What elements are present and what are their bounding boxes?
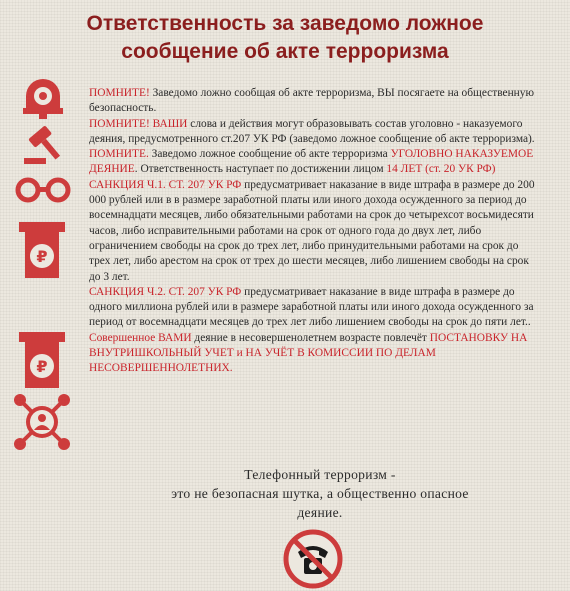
p2-emphasis: ПОМНИТЕ! ВАШИ: [89, 117, 188, 130]
p3-text-1: Заведомо ложное сообщение об акте терроризма: [148, 148, 391, 161]
paragraph-3: [89, 147, 539, 178]
paragraph-5: [89, 285, 539, 331]
ruble-atm-icon: [17, 330, 67, 390]
p5-text: предусматривает наказание в виде штрафа в размере до одного миллиона рублей или в размере заработной платы или иного дохода осужденного за период от восемнадцати месяцев до трех лет либо лишением свободы на срок до пяти лет..: [89, 285, 534, 329]
p3-emphasis-1: ПОМНИТЕ.: [89, 148, 149, 161]
paragraph-6: [89, 331, 539, 377]
p1-emphasis: ПОМНИТЕ!: [89, 87, 150, 99]
paragraph-4: [89, 178, 539, 285]
p2-text: слова и действия могут образовывать состав уголовно - наказуемого деяния, предусмотренного ст.207 УК РФ (заведомо ложное сообщение об акте терроризма).: [89, 117, 535, 145]
ruble-atm-icon: [17, 220, 67, 280]
p5-emphasis: САНКЦИЯ Ч.2. СТ. 207 УК РФ: [89, 285, 242, 298]
footer-line-1: Телефонный терроризм -: [244, 467, 396, 482]
bell-icon: [18, 72, 68, 122]
p4-text: предусматривает наказание в виде штрафа в размере до 200 000 рублей или в в размере заработной платы или иного дохода осужденного за период до восемнадцати месяцев, либо обязательными работами на срок до четырехсот восьмидесяти часов, либо исправительными работами на срок от одного года до двух лет, либо ограничением свободы на срок до трех лет, либо принудительными работами на срок до трех лет, либо арестом на срок от трех до шести месяцев, либо лишением свободы на срок до 3 лет.: [89, 178, 535, 283]
page-title: [0, 10, 570, 66]
body-text: [89, 86, 539, 377]
p3-emphasis-2: УГОЛОВНО НАКАЗУЕМОЕ ДЕЯНИЕ: [89, 148, 534, 176]
p6-emphasis-2: ПОСТАНОВКУ НА ВНУТРИШКОЛЬНЫЙ УЧЕТ и НА УЧЁТ В КОМИССИИ ПО ДЕЛАМ НЕСОВЕРШЕННОЛЕТНИХ.: [89, 331, 528, 375]
paragraph-2: [89, 117, 539, 148]
footer-slogan: [110, 465, 530, 522]
person-network-icon: [12, 392, 72, 452]
p3-emphasis-3: 14 ЛЕТ (ст. 20 УК РФ): [386, 163, 496, 176]
title-line-2: сообщение об акте терроризма: [121, 40, 449, 63]
p6-emphasis-1: Совершенное ВАМИ: [89, 331, 192, 344]
footer-line-3: деяние.: [297, 505, 343, 520]
handcuffs-icon: [14, 172, 72, 206]
gavel-icon: [20, 124, 66, 166]
p1-text: Заведомо ложно сообщая об акте терроризма, ВЫ посягаете на общественную безопасность.: [89, 87, 534, 115]
footer-line-2: это не безопасная шутка, а общественно опасное: [171, 486, 469, 501]
title-line-1: Ответственность за заведомо ложное: [86, 12, 484, 35]
svg-text:₽: ₽: [36, 247, 48, 266]
paragraph-1: [89, 86, 539, 117]
p4-emphasis: САНКЦИЯ Ч.1. СТ. 207 УК РФ: [89, 178, 242, 191]
svg-text:₽: ₽: [36, 357, 48, 376]
p6-text: деяние в несовершенолетнем возрасте повлечёт: [191, 331, 430, 344]
no-phone-icon: [282, 528, 344, 590]
p3-text-2: . Ответственность наступает по достижении лицом: [134, 163, 387, 176]
